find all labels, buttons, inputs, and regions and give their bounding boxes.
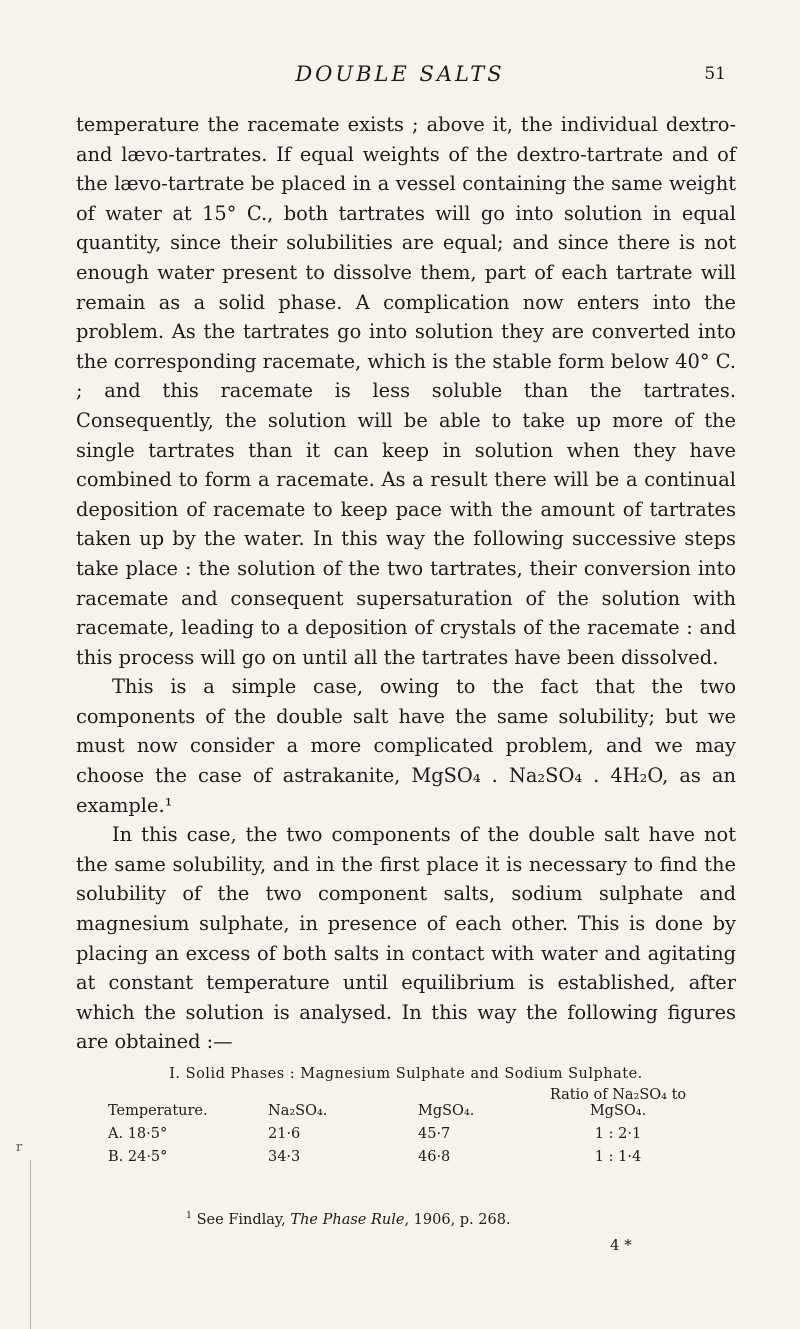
table-cell: 1 : 2·1 xyxy=(594,1126,642,1142)
table-cell: 1 : 1·4 xyxy=(594,1149,642,1165)
running-title: DOUBLE SALTS xyxy=(295,62,505,86)
solubility-table xyxy=(108,1087,688,1165)
body-text xyxy=(76,110,736,1057)
table-cell: 34·3 xyxy=(268,1149,301,1165)
paragraph-3: In this case, the two components of the double salt have not the same solubility, and in the first place it is necessary to find the solubility of the two component salts, sodium sulphate and magnesium sulphate, in presence of each other. This is done by placing an excess of both salts in contact with water and agitating at constant temperature until equilibrium is established, after which the solution is analysed. In this way the following figures are obtained :— xyxy=(76,823,736,1054)
table-header-row xyxy=(108,1087,688,1119)
table-caption: I. Solid Phases : Magnesium Sulphate and Sodium Sulphate. xyxy=(169,1066,643,1082)
table-row xyxy=(108,1142,688,1165)
footnote-marker: 1 xyxy=(186,1210,192,1222)
page-number: 51 xyxy=(704,64,726,84)
footnote-prefix: See Findlay, xyxy=(196,1212,291,1228)
table-cell: B. 24·5° xyxy=(108,1149,168,1165)
table-cell: 45·7 xyxy=(418,1126,451,1142)
table-cell: 46·8 xyxy=(418,1149,451,1165)
table-cell: 21·6 xyxy=(268,1126,301,1142)
page-header xyxy=(0,62,800,92)
margin-mark: r xyxy=(16,1140,23,1155)
margin-rule xyxy=(30,1160,31,1329)
footnote-suffix: , 1906, p. 268. xyxy=(404,1212,511,1228)
paragraph-2: This is a simple case, owing to the fact that the two components of the double salt have the same solubility; but we must now consider a more complicated problem, and we may choose the case of astrakanite, MgSO₄ . Na₂SO₄ . 4H₂O, as an example.¹ xyxy=(76,675,736,817)
column-header-na2so4: Na₂SO₄. xyxy=(268,1103,328,1119)
paragraph-1: temperature the racemate exists ; above it, the individual dextro- and lævo-tartrates. If equal weights of the dextro-tartrate and of the lævo-tartrate be placed in a vessel containing the same weight of water at 15° C., both tartrates will go into solution in equal quantity, since their solubilities are equal; and since there is not enough water present to dissolve them, part of each tartrate will remain as a solid phase. A complication now enters into the problem. As the tartrates go into solution they are converted into the corresponding racemate, which is the stable form below 40° C. ; and this racemate is less soluble than the tartrates. Consequently, the solution will be able to take up more of the single tartrates than it can keep in solution when they have combined to form a racemate. As a result there will be a continual deposition of racemate to keep pace with the amount of tartrates taken up by the water. In this way the following successive steps take place : the solution of the two tartrates, their conversion into racemate and consequent supersaturation of the solution with racemate, leading to a deposition of crystals of the racemate : and this process will go on until all the tartrates have been dissolved. xyxy=(76,113,737,669)
column-header-temperature: Temperature. xyxy=(108,1103,208,1119)
footnote-book-title: The Phase Rule xyxy=(290,1212,405,1228)
table-cell: A. 18·5° xyxy=(108,1126,168,1142)
footnote xyxy=(186,1212,511,1228)
column-header-ratio: Ratio of Na₂SO₄ to MgSO₄. xyxy=(549,1087,687,1119)
table-row xyxy=(108,1119,688,1142)
column-header-mgso4: MgSO₄. xyxy=(418,1103,475,1119)
signature-mark: 4 * xyxy=(610,1236,632,1254)
